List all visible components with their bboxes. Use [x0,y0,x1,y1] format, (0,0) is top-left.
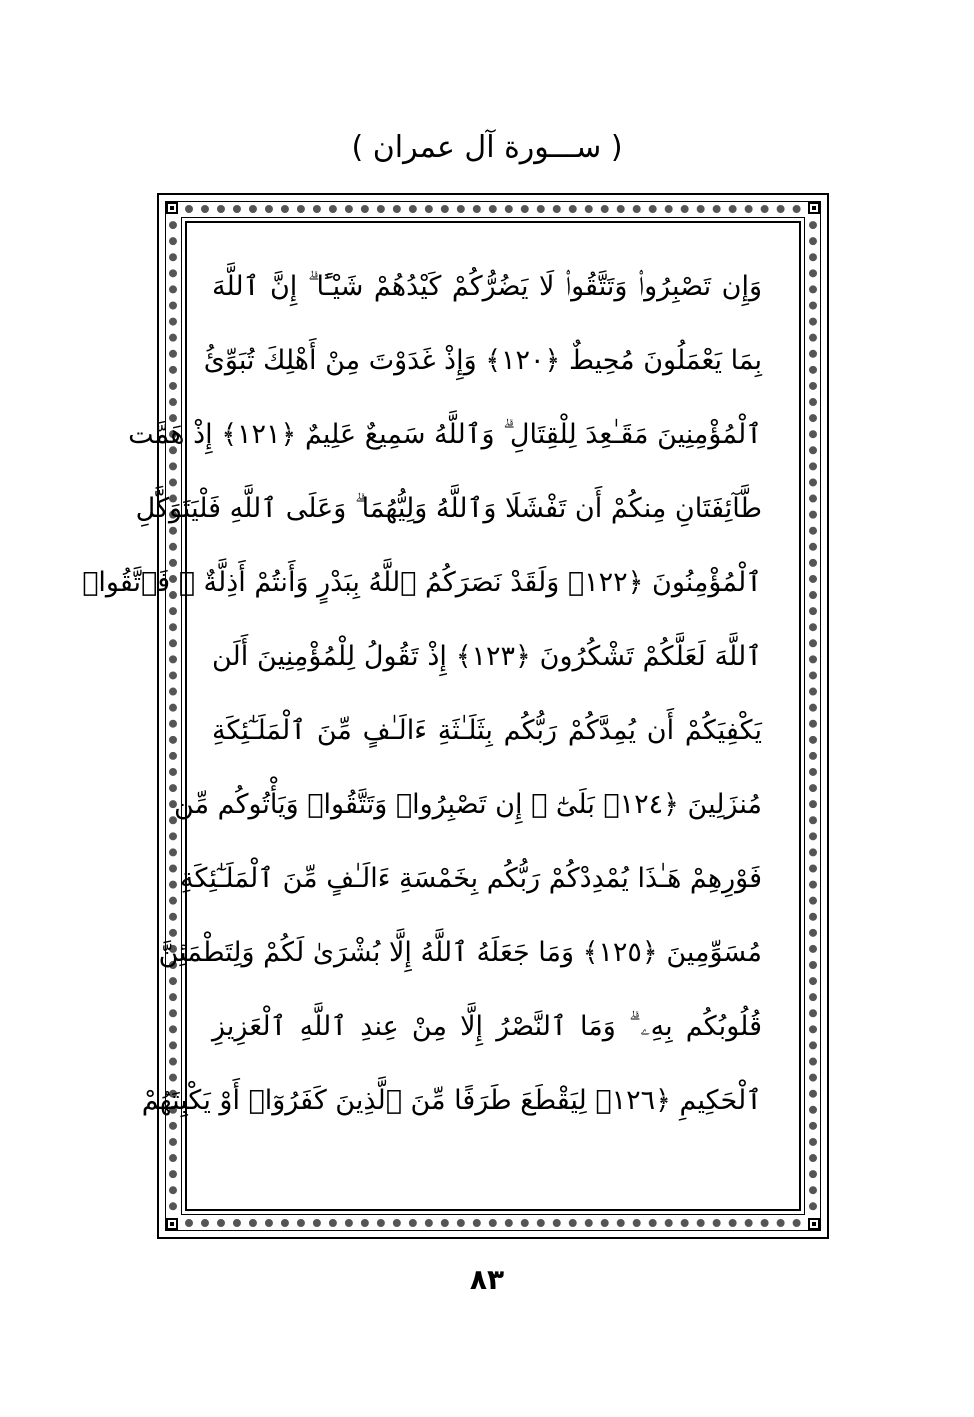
verse-line: فَوْرِهِمْ هَـٰذَا يُمْدِدْكُمْ رَبُّكُم بِخَمْسَةِ ءَالَـٰفٍ مِّنَ ٱلْمَلَـٰٓئِكَةِ [179,863,762,894]
page-number: ٨٣ [469,1263,505,1296]
verse-line: مُسَوِّمِينَ ﴿١٢٥﴾ وَمَا جَعَلَهُ ٱللَّهُ إِلَّا بُشْرَىٰ لَكُمْ وَلِتَطْمَئِنَّ [158,937,762,968]
corner-ornament-icon [808,202,820,214]
corner-ornament-icon [808,1218,820,1230]
verse-line: قُلُوبُكُم بِهِۦ ۗ وَمَا ٱلنَّصْرُ إِلَّا مِنْ عِندِ ٱللَّهِ ٱلْعَزِيزِ [212,1011,762,1042]
surah-title: ( ســـورة آل عمران ) [351,130,623,165]
verse-line: يَكْفِيَكُمْ أَن يُمِدَّكُمْ رَبُّكُم بِثَلَـٰثَةِ ءَالَـٰفٍ مِّنَ ٱلْمَلَـٰٓئِكَةِ [212,715,762,746]
verse-text-block [82,250,762,1138]
verse-line: طَّآئِفَتَانِ مِنكُمْ أَن تَفْشَلَا وَٱللَّهُ وَلِيُّهُمَا ۗ وَعَلَى ٱللَّهِ فَلْيَتَوَكَّلِ [135,493,762,524]
verse-line: بِمَا يَعْمَلُونَ مُحِيطٌ ﴿١٢٠﴾ وَإِذْ غَدَوْتَ مِنْ أَهْلِكَ تُبَوِّئُ [203,345,762,376]
verse-line: وَإِن تَصْبِرُوا۟ وَتَتَّقُوا۟ لَا يَضُرُّكُمْ كَيْدُهُمْ شَيْـًٔا ۗ إِنَّ ٱللَّهَ [212,271,762,302]
verse-line: ٱلْحَكِيمِ ﴿١٢٦﴾ لِيَقْطَعَ طَرَفًا مِّنَ ٱلَّذِينَ كَفَرُوٓا۟ أَوْ يَكْبِتَهُمْ [141,1085,762,1116]
verse-line: مُنزَلِينَ ﴿١٢٤﴾ بَلَىٰٓ ۚ إِن تَصْبِرُوا۟ وَتَتَّقُوا۟ وَيَأْتُوكُم مِّن [174,789,762,820]
corner-ornament-icon [166,202,178,214]
verse-line: ٱللَّهَ لَعَلَّكُمْ تَشْكُرُونَ ﴿١٢٣﴾ إِذْ تَقُولُ لِلْمُؤْمِنِينَ أَلَن [212,641,762,672]
verse-line: ٱلْمُؤْمِنِينَ مَقَـٰعِدَ لِلْقِتَالِ ۗ وَٱللَّهُ سَمِيعٌ عَلِيمٌ ﴿١٢١﴾ إِذْ هَمَّت [128,419,762,450]
verse-line: ٱلْمُؤْمِنُونَ ﴿١٢٢﴾ وَلَقَدْ نَصَرَكُمُ ٱللَّهُ بِبَدْرٍ وَأَنتُمْ أَذِلَّةٌ ۖ فَٱتَّقُوا۟ [82,567,762,598]
corner-ornament-icon [166,1218,178,1230]
